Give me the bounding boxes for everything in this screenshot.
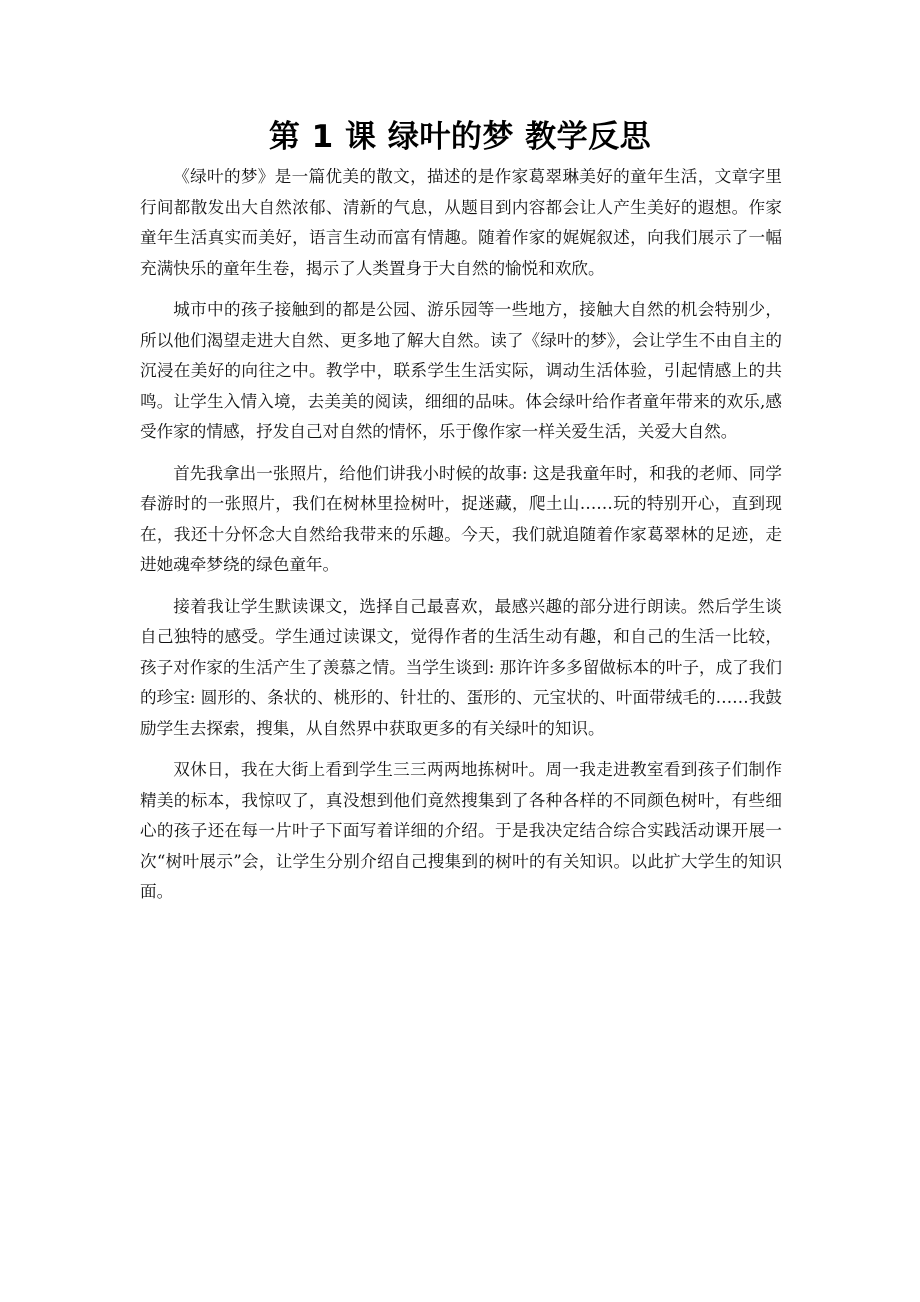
paragraph-3: 首先我拿出一张照片，给他们讲我小时候的故事: 这是我童年时，和我的老师、同学春游时的一张照片，我们在树林里捡树叶，捉迷藏，爬土山……玩的特别开心，直到现在，我还十分怀念大自然给我带来的乐趣。今天，我们就追随着作家葛翠林的足迹，走进她魂牵梦绕的绿色童年。 [140,463,782,574]
paragraph-1: 《绿叶的梦》是一篇优美的散文，描述的是作家葛翠琳美好的童年生活，文章字里行间都散发出大自然浓郁、清新的气息，从题目到内容都会让人产生美好的遐想。作家童年生活真实而美好，语言生动而富有情趣。随着作家的娓娓叙述，向我们展示了一幅充满快乐的童年生卷，揭示了人类置身于大自然的愉悦和欢欣。 [140,167,782,278]
page-title: 第 1 课 绿叶的梦 教学反思 [268,119,652,155]
paragraph-2: 城市中的孩子接触到的都是公园、游乐园等一些地方，接触大自然的机会特别少，所以他们渴望走进大自然、更多地了解大自然。读了《绿叶的梦》，会让学生不由自主的沉浸在美好的向往之中。教学中，联系学生生活实际，调动生活体验，引起情感上的共鸣。让学生入情入境，去美美的阅读，细细的品味。体会绿叶给作者童年带来的欢乐,感受作家的情感，抒发自己对自然的情怀，乐于像作家一样关爱生活，关爱大自然。 [140,300,782,441]
paragraph-5: 双休日，我在大街上看到学生三三两两地拣树叶。周一我走进教室看到孩子们制作精美的标本，我惊叹了，真没想到他们竟然搜集到了各种各样的不同颜色树叶，有些细心的孩子还在每一片叶子下面写着详细的介绍。于是我决定结合综合实践活动课开展一次“树叶展示”会，让学生分别介绍自己搜集到的树叶的有关知识。以此扩大学生的知识面。 [140,760,782,901]
paragraph-4: 接着我让学生默读课文，选择自己最喜欢，最感兴趣的部分进行朗读。然后学生谈自己独特的感受。学生通过读课文，觉得作者的生活生动有趣，和自己的生活一比较，孩子对作家的生活产生了羡慕之情。当学生谈到: 那许许多多留做标本的叶子，成了我们的珍宝: 圆形的、条状的、桃形的、针壮的、蛋形的、元宝状的、叶面带绒毛的……我鼓励学生去探索，搜集，从自然界中获取更多的有关绿叶的知识。 [140,596,782,738]
document-body [140,162,782,919]
